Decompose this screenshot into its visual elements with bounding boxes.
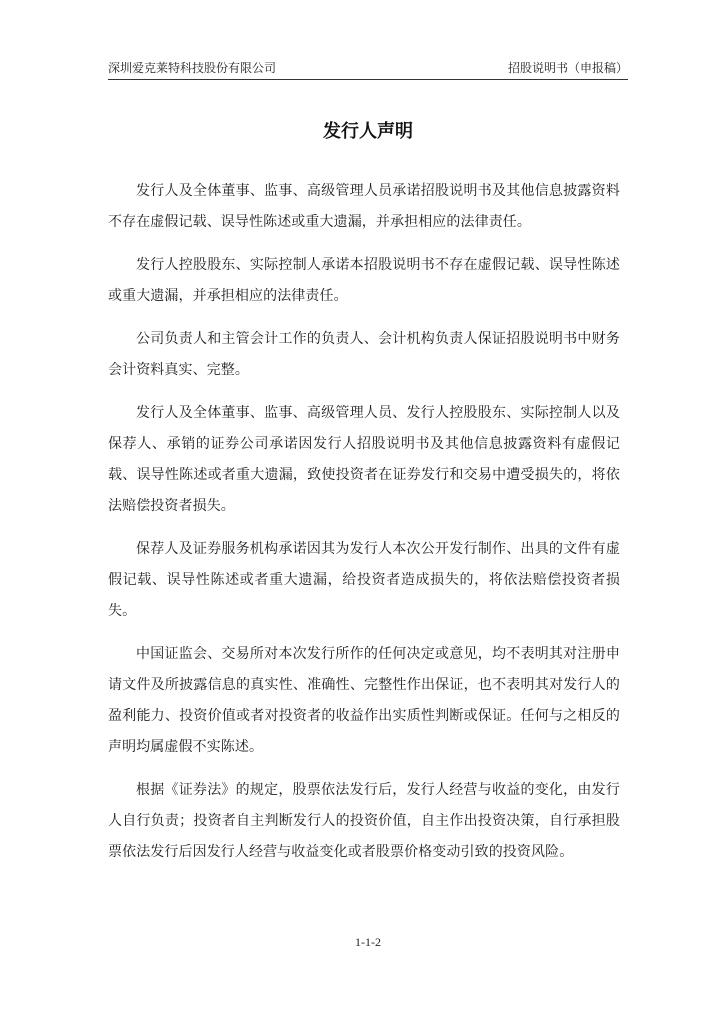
header-divider [108, 79, 628, 80]
paragraph: 保荐人及证券服务机构承诺因其为发行人本次公开发行制作、出具的文件有虚假记载、误导性陈述或者重大遗漏，给投资者造成损失的，将依法赔偿投资者损失。 [108, 541, 620, 619]
header-company-name: 深圳爱克莱特科技股份有限公司 [108, 61, 277, 75]
page-number: 1-1-2 [355, 935, 381, 949]
paragraph: 发行人及全体董事、监事、高级管理人员、发行人控股股东、实际控制人以及保荐人、承销的证券公司承诺因发行人招股说明书及其他信息披露资料有虚假记载、误导性陈述或者重大遗漏，致使投资者在证券发行和交易中遭受损失的，将依法赔偿投资者损失。 [108, 405, 620, 514]
page-header [108, 58, 628, 78]
paragraph: 公司负责人和主管会计工作的负责人、会计机构负责人保证招股说明书中财务会计资料真实、完整。 [108, 331, 620, 378]
paragraph: 发行人控股股东、实际控制人承诺本招股说明书不存在虚假记载、误导性陈述或重大遗漏，并承担相应的法律责任。 [108, 257, 620, 304]
page-title: 发行人声明 [323, 121, 413, 142]
paragraph: 中国证监会、交易所对本次发行所作的任何决定或意见，均不表明其对注册申请文件及所披露信息的真实性、准确性、完整性作出保证，也不表明其对发行人的盈利能力、投资价值或者对投资者的收益作出实质性判断或保证。任何与之相反的声明均属虚假不实陈述。 [108, 646, 620, 755]
statement-body [108, 176, 620, 880]
paragraph: 根据《证券法》的规定，股票依法发行后，发行人经营与收益的变化，由发行人自行负责；投资者自主判断发行人的投资价值，自主作出投资决策，自行承担股票依法发行后因发行人经营与收益变化或者股票价格变动引致的投资风险。 [108, 782, 620, 860]
paragraph: 发行人及全体董事、监事、高级管理人员承诺招股说明书及其他信息披露资料不存在虚假记载、误导性陈述或重大遗漏，并承担相应的法律责任。 [108, 183, 620, 230]
header-document-type: 招股说明书（申报稿） [507, 61, 628, 75]
